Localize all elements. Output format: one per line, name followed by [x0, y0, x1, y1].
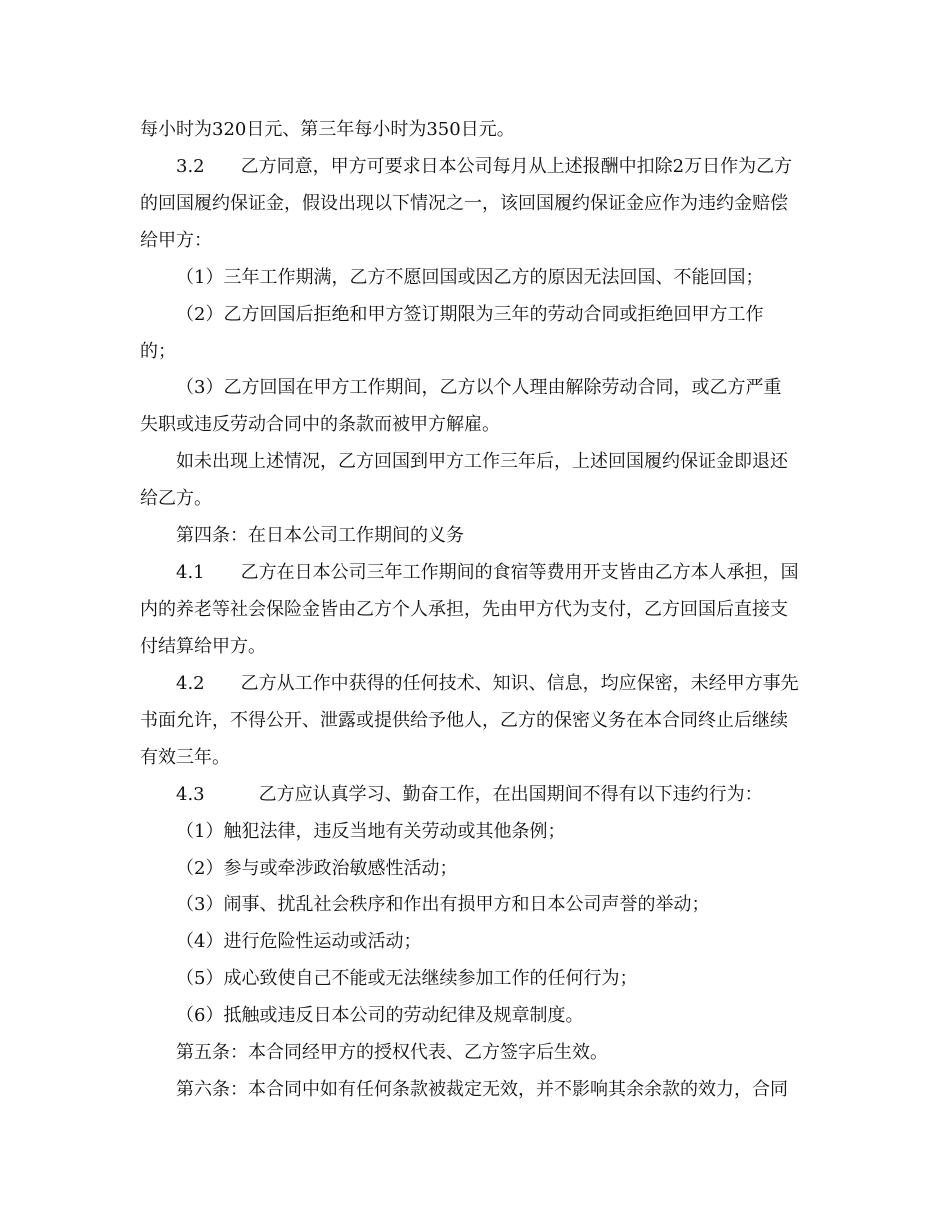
text-line: 有效三年。 [140, 747, 230, 768]
text-line: 每小时为320日元、第三年每小时为350日元。 [140, 119, 515, 140]
text-line: 失职或违反劳动合同中的条款而被甲方解雇。 [140, 414, 500, 435]
text-line: （6）抵触或违反日本公司的劳动纪律及规章制度。 [176, 1005, 584, 1026]
text-line: （3）闹事、扰乱社会秩序和作出有损甲方和日本公司声誉的举动； [176, 894, 710, 915]
text-line: 给甲方： [140, 230, 212, 251]
text-line: 书面允许，不得公开、泄露或提供给予他人，乙方的保密义务在本合同终止后继续 [140, 710, 788, 731]
section-heading: 第六条：本合同中如有任何条款被裁定无效，并不影响其余余款的效力，合同 [176, 1079, 788, 1100]
text-line: 付结算给甲方。 [140, 636, 266, 657]
text-line: （4）进行危险性运动或活动； [176, 931, 422, 952]
text-line: 如未出现上述情况，乙方回国到甲方工作三年后，上述回国履约保证金即退还 [176, 451, 788, 472]
text-line: （1）三年工作期满，乙方不愿回国或因乙方的原因无法回国、不能回国； [176, 267, 764, 288]
text-line: （1）触犯法律，违反当地有关劳动或其他条例； [176, 821, 566, 842]
text-line: （2）参与或牵涉政治敏感性活动； [176, 858, 458, 879]
text-line: （5）成心致使自己不能或无法继续参加工作的任何行为； [176, 968, 638, 989]
text-line: 4.2 乙方从工作中获得的任何技术、知识、信息，均应保密，未经甲方事先 [176, 673, 799, 694]
text-line: 给乙方。 [140, 488, 212, 509]
text-line: 3.2 乙方同意，甲方可要求日本公司每月从上述报酬中扣除2万日作为乙方 [176, 156, 793, 177]
text-line: 的； [140, 341, 176, 362]
text-line: 内的养老等社会保险金皆由乙方个人承担，先由甲方代为支付，乙方回国后直接支 [140, 599, 788, 620]
section-heading: 第四条：在日本公司工作期间的义务 [176, 525, 464, 546]
section-heading: 第五条：本合同经甲方的授权代表、乙方签字后生效。 [176, 1042, 608, 1063]
text-line: （3）乙方回国在甲方工作期间，乙方以个人理由解除劳动合同，或乙方严重 [176, 377, 782, 398]
text-line: 4.3 乙方应认真学习、勤奋工作，在出国期间不得有以下违约行为： [176, 784, 763, 805]
text-line: 的回国履约保证金，假设出现以下情况之一，该回国履约保证金应作为违约金赔偿 [140, 193, 788, 214]
text-line: （2）乙方回国后拒绝和甲方签订期限为三年的劳动合同或拒绝回甲方工作 [176, 304, 764, 325]
text-line: 4.1 乙方在日本公司三年工作期间的食宿等费用开支皆由乙方本人承担，国 [176, 562, 799, 583]
